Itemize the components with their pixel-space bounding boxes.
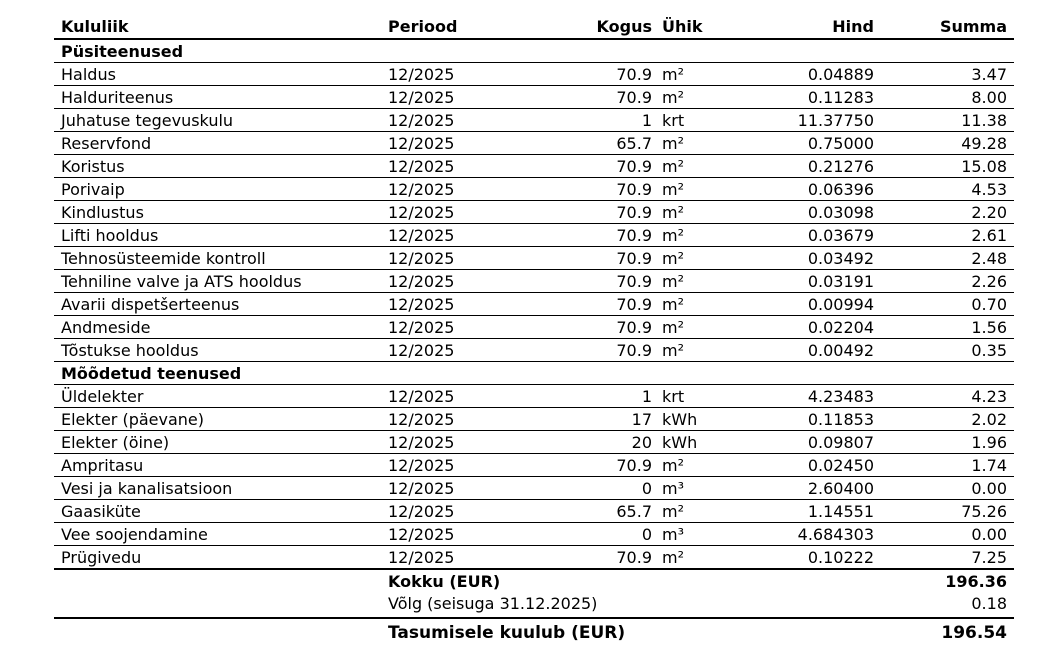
table-row <box>54 247 1014 270</box>
cell-unit: m² <box>662 272 684 291</box>
cell-price: 0.03679 <box>807 226 874 245</box>
cell-qty: 70.9 <box>616 157 652 176</box>
cell-name: Juhatuse tegevuskulu <box>61 111 234 130</box>
table-row <box>54 293 1014 316</box>
table-row <box>54 546 1014 570</box>
cell-sum: 49.28 <box>961 134 1007 153</box>
cell-price: 0.00492 <box>807 341 874 360</box>
cell-period: 12/2025 <box>388 65 455 84</box>
cell-sum: 7.25 <box>971 548 1007 567</box>
debt-label: Võlg (seisuga 31.12.2025) <box>388 594 598 613</box>
cell-price: 0.21276 <box>807 157 874 176</box>
cell-unit: m² <box>662 134 684 153</box>
col-header-name: Kululiik <box>61 17 129 36</box>
cell-price: 4.23483 <box>807 387 874 406</box>
cell-sum: 1.56 <box>971 318 1007 337</box>
table-row <box>54 523 1014 546</box>
cell-period: 12/2025 <box>388 433 455 452</box>
cell-name: Vesi ja kanalisatsioon <box>61 479 233 498</box>
cell-period: 12/2025 <box>388 157 455 176</box>
cell-qty: 65.7 <box>616 502 652 521</box>
cell-price: 0.02450 <box>807 456 874 475</box>
cell-sum: 1.74 <box>971 456 1007 475</box>
cell-qty: 70.9 <box>616 65 652 84</box>
cell-sum: 2.20 <box>971 203 1007 222</box>
cell-unit: kWh <box>662 410 698 429</box>
cell-qty: 70.9 <box>616 203 652 222</box>
cell-qty: 0 <box>641 479 652 498</box>
cell-unit: krt <box>662 387 685 406</box>
cell-name: Porivaip <box>61 180 125 199</box>
cell-price: 0.09807 <box>807 433 874 452</box>
cell-qty: 20 <box>631 433 652 452</box>
table-row <box>54 339 1014 362</box>
cell-sum: 4.23 <box>971 387 1007 406</box>
cell-name: Elekter (päevane) <box>61 410 204 429</box>
cell-qty: 70.9 <box>616 180 652 199</box>
cell-qty: 70.9 <box>616 88 652 107</box>
cell-price: 0.06396 <box>807 180 874 199</box>
table-row <box>54 477 1014 500</box>
cell-period: 12/2025 <box>388 456 455 475</box>
cell-name: Gaasiküte <box>61 502 141 521</box>
cell-sum: 3.47 <box>971 65 1007 84</box>
cell-name: Üldelekter <box>61 387 144 406</box>
summary-block <box>54 570 1014 619</box>
cell-name: Halduriteenus <box>61 88 174 107</box>
cell-unit: m² <box>662 295 684 314</box>
invoice-table <box>54 14 1014 645</box>
cell-period: 12/2025 <box>388 318 455 337</box>
cell-sum: 0.00 <box>971 479 1007 498</box>
cell-name: Koristus <box>61 157 125 176</box>
cell-period: 12/2025 <box>388 226 455 245</box>
table-row <box>54 431 1014 454</box>
cell-period: 12/2025 <box>388 272 455 291</box>
section-heading <box>54 362 1014 385</box>
cell-period: 12/2025 <box>388 410 455 429</box>
cell-sum: 2.26 <box>971 272 1007 291</box>
cell-unit: kWh <box>662 433 698 452</box>
cell-unit: m² <box>662 502 684 521</box>
cell-unit: m² <box>662 88 684 107</box>
cell-price: 0.03191 <box>807 272 874 291</box>
cell-qty: 70.9 <box>616 295 652 314</box>
cell-sum: 0.35 <box>971 341 1007 360</box>
cell-qty: 1 <box>641 387 652 406</box>
section-title: Mõõdetud teenused <box>61 364 242 383</box>
table-row <box>54 408 1014 431</box>
cell-name: Tehnosüsteemide kontroll <box>61 249 266 268</box>
cell-name: Haldus <box>61 65 116 84</box>
cell-period: 12/2025 <box>388 134 455 153</box>
cell-sum: 15.08 <box>961 157 1007 176</box>
cell-period: 12/2025 <box>388 502 455 521</box>
table-row <box>54 316 1014 339</box>
table-row <box>54 109 1014 132</box>
col-header-period: Periood <box>388 17 458 36</box>
cell-sum: 0.70 <box>971 295 1007 314</box>
section-title: Püsiteenused <box>61 42 184 61</box>
cell-price: 4.684303 <box>797 525 874 544</box>
cell-name: Prügivedu <box>61 548 142 567</box>
cell-unit: m² <box>662 341 684 360</box>
table-row <box>54 201 1014 224</box>
cell-qty: 70.9 <box>616 226 652 245</box>
cell-unit: m² <box>662 226 684 245</box>
cell-qty: 70.9 <box>616 318 652 337</box>
total-label: Kokku (EUR) <box>388 572 501 591</box>
col-header-unit: Ühik <box>662 17 703 36</box>
cell-qty: 70.9 <box>616 249 652 268</box>
cell-name: Kindlustus <box>61 203 144 222</box>
table-row <box>54 86 1014 109</box>
cell-qty: 70.9 <box>616 272 652 291</box>
cell-price: 1.14551 <box>807 502 874 521</box>
cell-unit: m² <box>662 456 684 475</box>
cell-period: 12/2025 <box>388 479 455 498</box>
cell-qty: 1 <box>641 111 652 130</box>
col-header-sum: Summa <box>939 17 1007 36</box>
cell-period: 12/2025 <box>388 295 455 314</box>
cell-unit: krt <box>662 111 685 130</box>
total-value: 196.36 <box>945 572 1007 591</box>
table-body <box>54 40 1014 570</box>
table-row <box>54 454 1014 477</box>
table-row <box>54 132 1014 155</box>
table-row <box>54 500 1014 523</box>
debt-value: 0.18 <box>971 594 1007 613</box>
cell-name: Lifti hooldus <box>61 226 159 245</box>
cell-name: Elekter (öine) <box>61 433 170 452</box>
cell-period: 12/2025 <box>388 249 455 268</box>
cell-period: 12/2025 <box>388 525 455 544</box>
cell-name: Reservfond <box>61 134 152 153</box>
cell-sum: 4.53 <box>971 180 1007 199</box>
cell-sum: 1.96 <box>971 433 1007 452</box>
cell-unit: m³ <box>662 525 684 544</box>
cell-sum: 0.00 <box>971 525 1007 544</box>
cell-period: 12/2025 <box>388 387 455 406</box>
cell-price: 0.00994 <box>807 295 874 314</box>
cell-period: 12/2025 <box>388 111 455 130</box>
cell-name: Tehniline valve ja ATS hooldus <box>61 272 302 291</box>
cell-unit: m² <box>662 249 684 268</box>
cell-qty: 70.9 <box>616 341 652 360</box>
cell-unit: m² <box>662 548 684 567</box>
cell-period: 12/2025 <box>388 548 455 567</box>
cell-period: 12/2025 <box>388 203 455 222</box>
col-header-qty: Kogus <box>596 17 652 36</box>
cell-sum: 8.00 <box>971 88 1007 107</box>
table-row <box>54 178 1014 201</box>
table-row <box>54 63 1014 86</box>
cell-name: Avarii dispetšerteenus <box>61 295 240 314</box>
cell-period: 12/2025 <box>388 88 455 107</box>
cell-sum: 2.61 <box>971 226 1007 245</box>
payable-value: 196.54 <box>941 623 1007 643</box>
cell-price: 0.11283 <box>807 88 874 107</box>
cell-price: 2.60400 <box>807 479 874 498</box>
cell-unit: m² <box>662 180 684 199</box>
table-row <box>54 385 1014 408</box>
cell-period: 12/2025 <box>388 180 455 199</box>
cell-qty: 0 <box>641 525 652 544</box>
table-row <box>54 270 1014 293</box>
cell-price: 11.37750 <box>797 111 874 130</box>
cell-name: Ampritasu <box>61 456 144 475</box>
cell-price: 0.04889 <box>807 65 874 84</box>
cell-name: Tõstukse hooldus <box>61 341 199 360</box>
cell-qty: 65.7 <box>616 134 652 153</box>
section-heading <box>54 40 1014 63</box>
table-header <box>54 14 1014 40</box>
cell-price: 0.75000 <box>807 134 874 153</box>
cell-qty: 70.9 <box>616 456 652 475</box>
cell-sum: 2.02 <box>971 410 1007 429</box>
cell-price: 0.02204 <box>807 318 874 337</box>
cell-price: 0.11853 <box>807 410 874 429</box>
cell-sum: 2.48 <box>971 249 1007 268</box>
table-row <box>54 155 1014 178</box>
cell-name: Andmeside <box>61 318 151 337</box>
cell-unit: m³ <box>662 479 684 498</box>
cell-name: Vee soojendamine <box>61 525 208 544</box>
cell-period: 12/2025 <box>388 341 455 360</box>
cell-unit: m² <box>662 318 684 337</box>
table-row <box>54 224 1014 247</box>
cell-price: 0.03098 <box>807 203 874 222</box>
cell-sum: 11.38 <box>961 111 1007 130</box>
payable-row <box>54 619 1014 645</box>
cell-unit: m² <box>662 157 684 176</box>
total-row <box>54 570 1014 592</box>
cell-sum: 75.26 <box>961 502 1007 521</box>
debt-row <box>54 592 1014 614</box>
col-header-price: Hind <box>832 17 874 36</box>
cell-price: 0.10222 <box>807 548 874 567</box>
payable-label: Tasumisele kuulub (EUR) <box>388 623 626 643</box>
cell-qty: 70.9 <box>616 548 652 567</box>
cell-price: 0.03492 <box>807 249 874 268</box>
cell-unit: m² <box>662 203 684 222</box>
cell-qty: 17 <box>631 410 652 429</box>
cell-unit: m² <box>662 65 684 84</box>
